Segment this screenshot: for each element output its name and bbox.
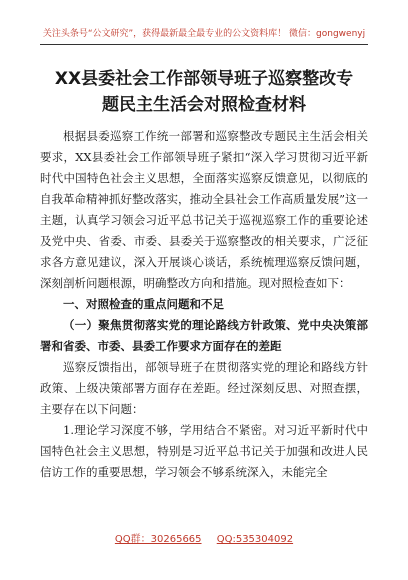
intro-paragraph: 根据县委巡察工作统一部署和巡察整改专题民主生活会相关要求，XX县委社会工作部领导班子紧扣“深入学习贯彻习近平新时代中国特色社会主义思想，全面落实巡察反馈意见，以彻底的自我革命精神抓好整改落实，推动全县社会工作高质量发展”这一主题，认真学习领会习近平总书记关于巡视巡察工作的重要论述及党中央、省委、市委、县委关于巡察整改的相关要求，广泛征求各方意见建议，深入开展谈心谈话，系统梳理巡察反馈问题，深刻剖析问题根源，明确整改方向和措施。现对照检查如下： [40, 129, 368, 290]
document-title [40, 66, 368, 118]
header-divider [40, 44, 368, 45]
footer-qq: QQ:535304092 [216, 534, 294, 545]
page-header: 关注头条号“公文研究”，获得最新最全最专业的公文资料库！ 微信：gongwenyj [42, 29, 366, 39]
body-paragraph: 巡察反馈指出，部领导班子在贯彻落实党的理论和路线方针政策、上级决策部署方面存在差距。经过深刻反思、对照查摆，主要存在以下问题： [40, 360, 368, 416]
footer-qq-group: QQ群：30265665 [114, 534, 202, 545]
page-footer [40, 530, 368, 545]
subsection-heading: （一）聚焦贯彻落实党的理论路线方针政策、党中央决策部署和省委、市委、县委工作要求方面存在的差距 [40, 318, 368, 353]
document-body [40, 126, 368, 483]
body-paragraph: 1.理论学习深度不够，学用结合不紧密。对习近平新时代中国特色社会主义思想，特别是习近平总书记关于加强和改进人民信访工作的重要思想，学习领会不够系统深入，未能完全 [40, 423, 368, 479]
section-heading: 一、对照检查的重点问题和不足 [63, 297, 224, 311]
title-line-2: 题民主生活会对照检查材料 [102, 95, 306, 115]
title-line-1: XX县委社会工作部领导班子巡察整改专 [54, 69, 354, 89]
